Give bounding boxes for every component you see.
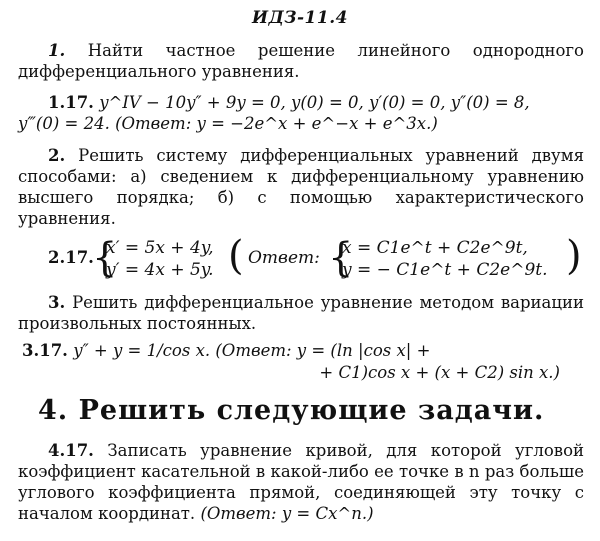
- task-3: [18, 292, 584, 334]
- problem-3-17-line1: y″ + y = 1/cos x. (Ответ: y = (ln |cos x| +: [73, 341, 431, 360]
- problem-4-17-number: 4.17.: [48, 441, 94, 460]
- answer-eq-1: x = C1e^t + C2e^9t,: [342, 238, 528, 258]
- system-eq-1: x′ = 5x + 4y,: [106, 238, 214, 258]
- problem-3-17: [22, 340, 588, 361]
- task-1-number: 1.: [48, 41, 66, 60]
- task-2: [18, 145, 584, 229]
- task-2-text: Решить систему дифференциальных уравнений двумя способами: а) сведением к дифференциальному уравнению высшего порядка; б) с помощью характеристического уравнения.: [18, 146, 584, 228]
- answer-paren-open: (: [228, 233, 244, 279]
- problem-4-17-answer: (Ответ: y = Cx^n.): [200, 504, 374, 523]
- task-1: [18, 40, 584, 82]
- problem-1-17-line2: y‴(0) = 24. (Ответ: y = −2e^x + e^−x + e^3x.): [18, 114, 438, 133]
- problem-1-17-number: 1.17.: [48, 93, 94, 112]
- problem-4-17: [18, 440, 584, 524]
- answer-brace-left: {: [328, 235, 354, 281]
- problem-1-17-line1: y^IV − 10y″ + 9y = 0, y(0) = 0, y′(0) = 0, y″(0) = 8,: [99, 93, 530, 112]
- task-3-number: 3.: [48, 293, 66, 312]
- answer-eq-2: y = − C1e^t + C2e^9t.: [342, 260, 548, 280]
- problem-4-17-text: Записать уравнение кривой, для которой угловой коэффициент касательной в какой-либо ее точке в n раз больше углового коэффициента прямой, соединяющей эту точку с началом координат.: [18, 441, 585, 523]
- problem-3-17-cont: [0, 362, 560, 383]
- problem-3-17-number: 3.17.: [22, 341, 68, 360]
- system-brace-left: {: [92, 235, 118, 281]
- task-1-text: Найти частное решение линейного однородного дифференциального уравнения.: [18, 41, 584, 81]
- task-4-heading: [38, 395, 544, 426]
- problem-1-17: [18, 92, 584, 134]
- problem-3-17-line2: + C1)cos x + (x + C2) sin x.): [319, 363, 560, 382]
- problem-2-17-number: 2.17.: [48, 248, 94, 267]
- system-eq-2: y′ = 4x + 5y.: [106, 260, 214, 280]
- task-4-text: Решить следующие задачи.: [78, 395, 545, 426]
- task-3-text: Решить дифференциальное уравнение методом вариации произвольных постоянных.: [18, 293, 584, 333]
- answer-label: Ответ:: [248, 248, 320, 268]
- answer-paren-close: ): [566, 233, 582, 279]
- document-title: ИДЗ-11.4: [252, 8, 348, 28]
- task-2-number: 2.: [48, 146, 66, 165]
- task-4-number: 4.: [38, 395, 69, 426]
